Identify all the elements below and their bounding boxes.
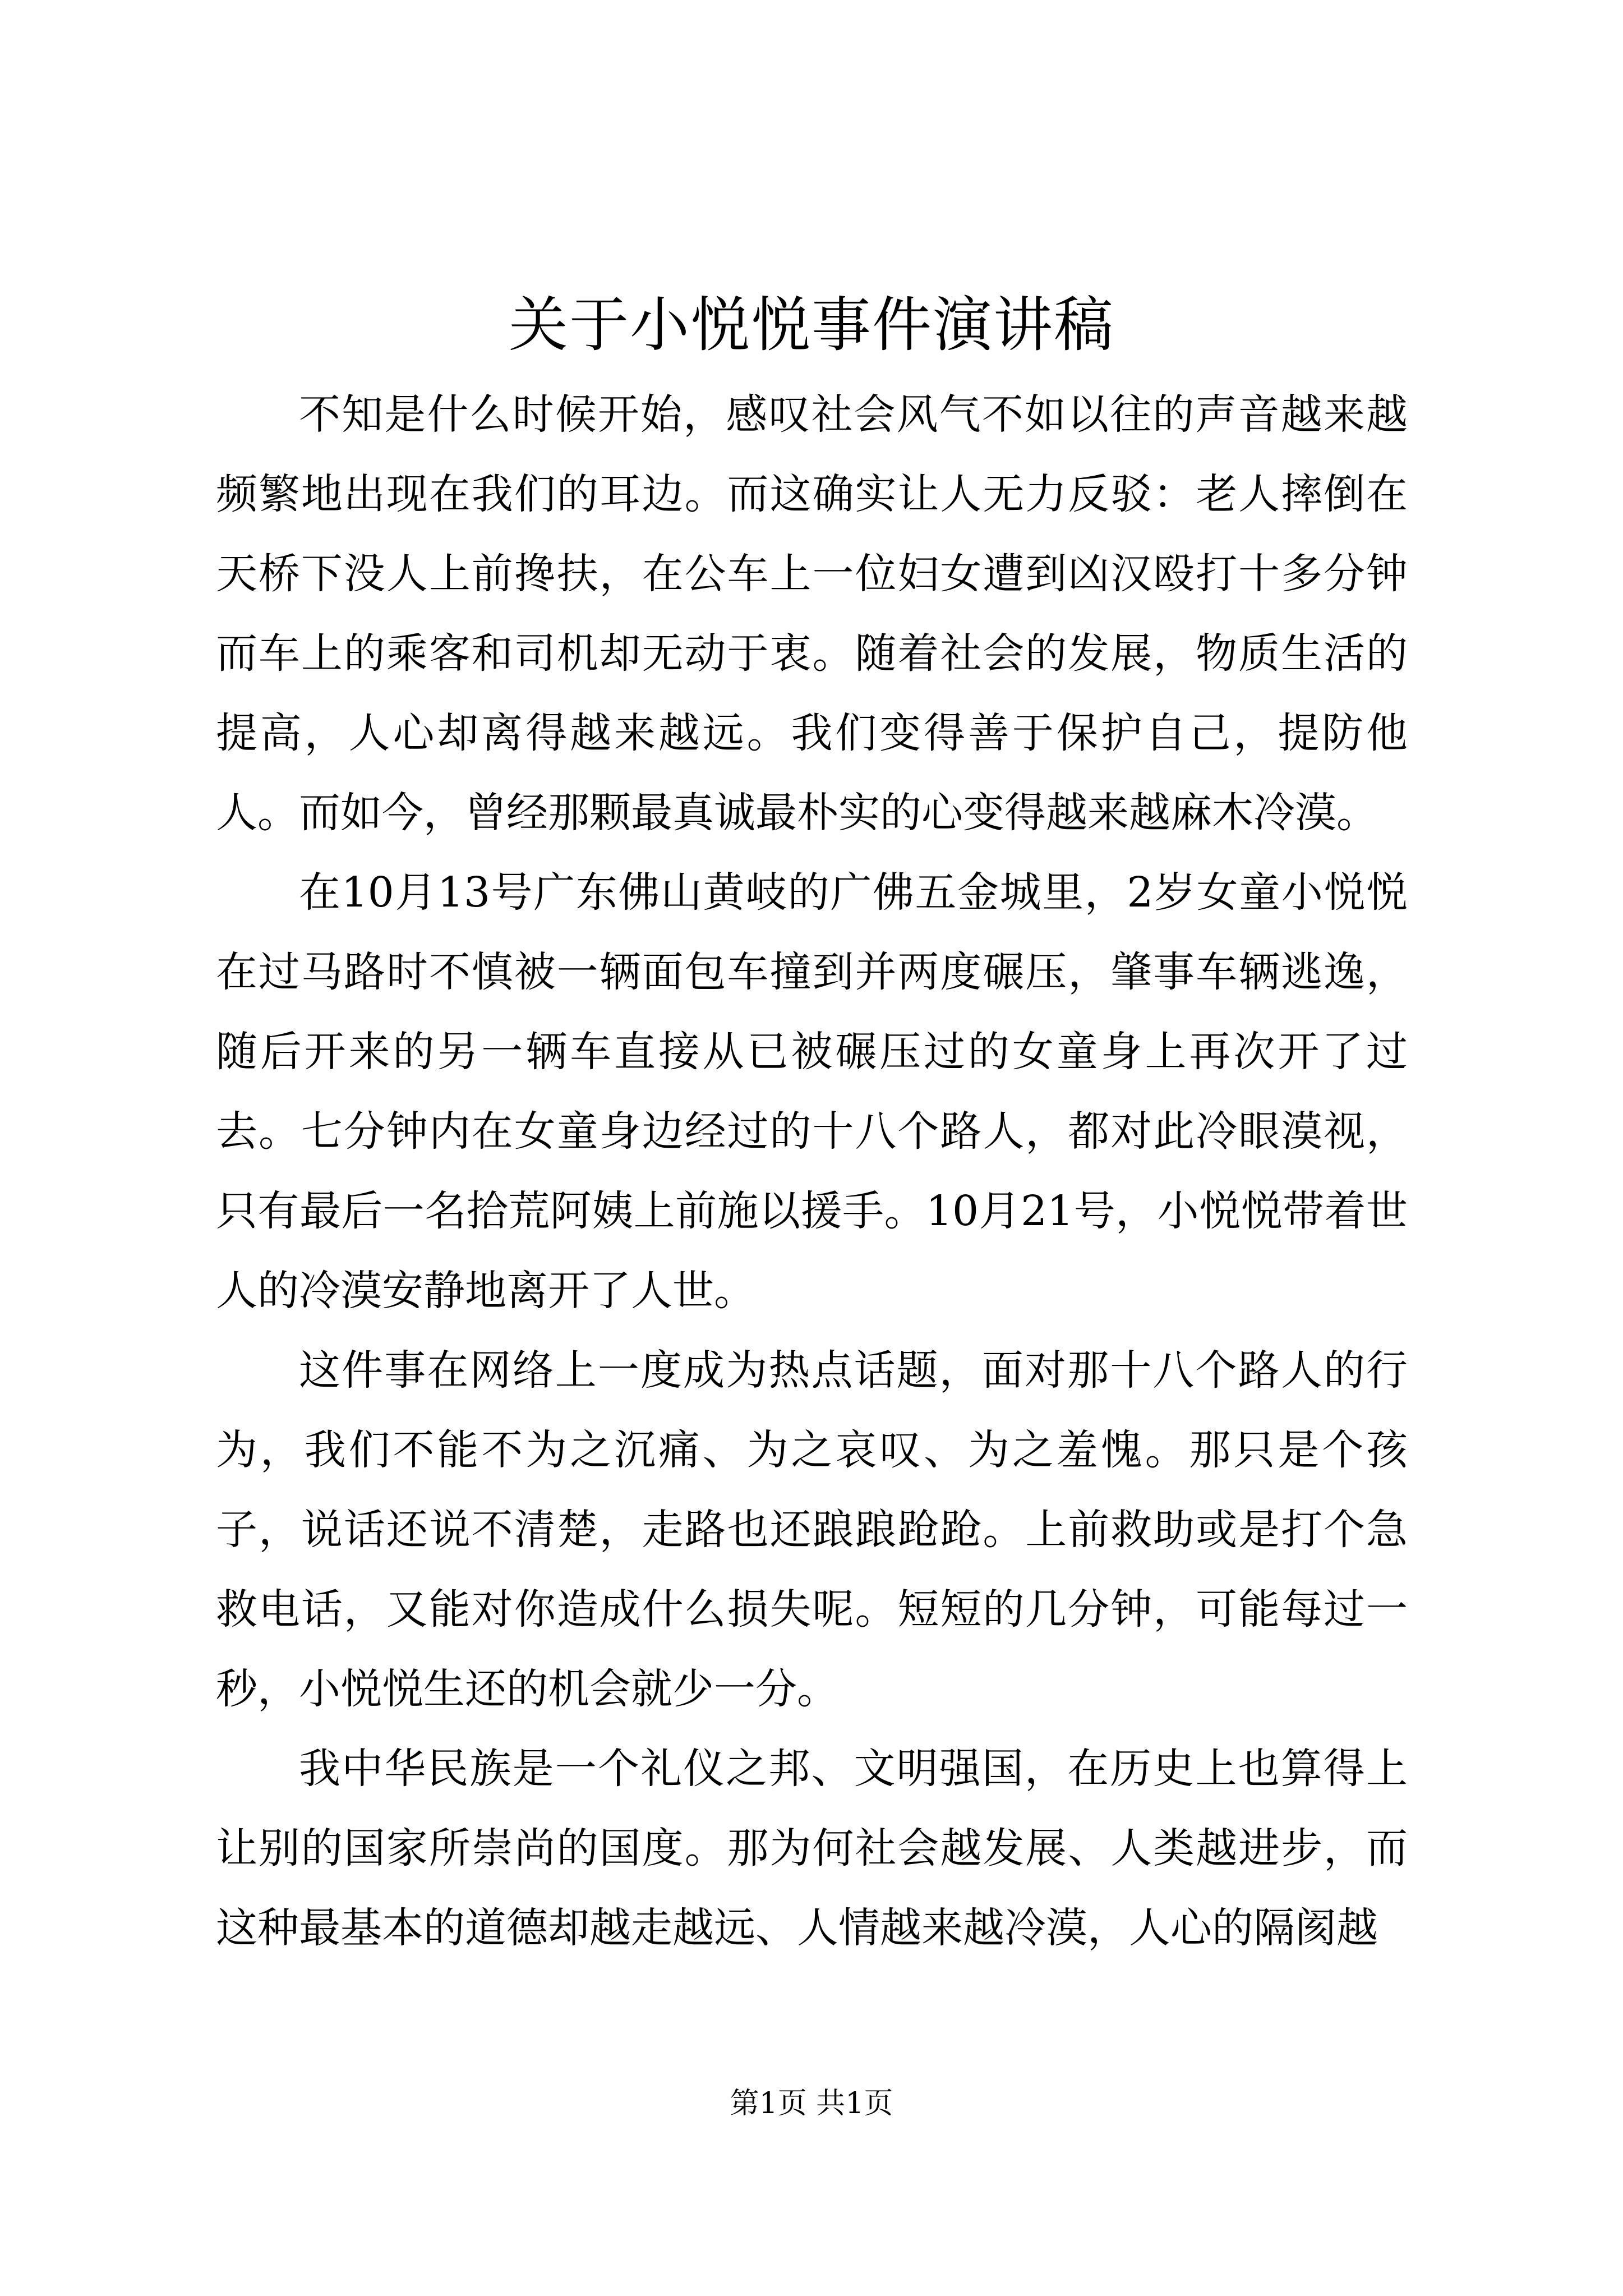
- paragraph: 在10月13号广东佛山黄岐的广佛五金城里，2岁女童小悦悦在过马路时不慎被一辆面包车撞到并两度碾压，肇事车辆逃逸，随后开来的另一辆车直接从已被碾压过的女童身上再次开了过去。七分钟内在女童身边经过的十八个路人，都对此冷眼漠视，只有最后一名拾荒阿姨上前施以援手。10月21号，小悦悦带着世人的冷漠安静地离开了人世。: [216, 868, 1408, 1315]
- paragraph: 这件事在网络上一度成为热点话题，面对那十八个路人的行为，我们不能不为之沉痛、为之哀叹、为之羞愧。那只是个孩子，说话还说不清楚，走路也还踉踉跄跄。上前救助或是打个急救电话，又能对你造成什么损失呢。短短的几分钟，可能每过一秒，小悦悦生还的机会就少一分。: [216, 1346, 1408, 1713]
- paragraph: 不知是什么时候开始，感叹社会风气不如以往的声音越来越频繁地出现在我们的耳边。而这确实让人无力反驳：老人摔倒在天桥下没人上前搀扶，在公车上一位妇女遭到凶汉殴打十多分钟而车上的乘客和司机却无动于衷。随着社会的发展，物质生活的提高，人心却离得越来越远。我们变得善于保护自己，提防他人。而如今，曾经那颗最真诚最朴实的心变得越来越麻木冷漠。: [216, 390, 1408, 837]
- page-number-footer: 第1页 共1页: [730, 2087, 893, 2120]
- paragraph: 我中华民族是一个礼仪之邦、文明强国，在历史上也算得上让别的国家所崇尚的国度。那为何社会越发展、人类越进步，而这种最基本的道德却越走越远、人情越来越冷漠，人心的隔阂越: [216, 1745, 1408, 1952]
- document-body: [216, 375, 1408, 1968]
- document-title: 关于小悦悦事件演讲稿: [509, 291, 1114, 360]
